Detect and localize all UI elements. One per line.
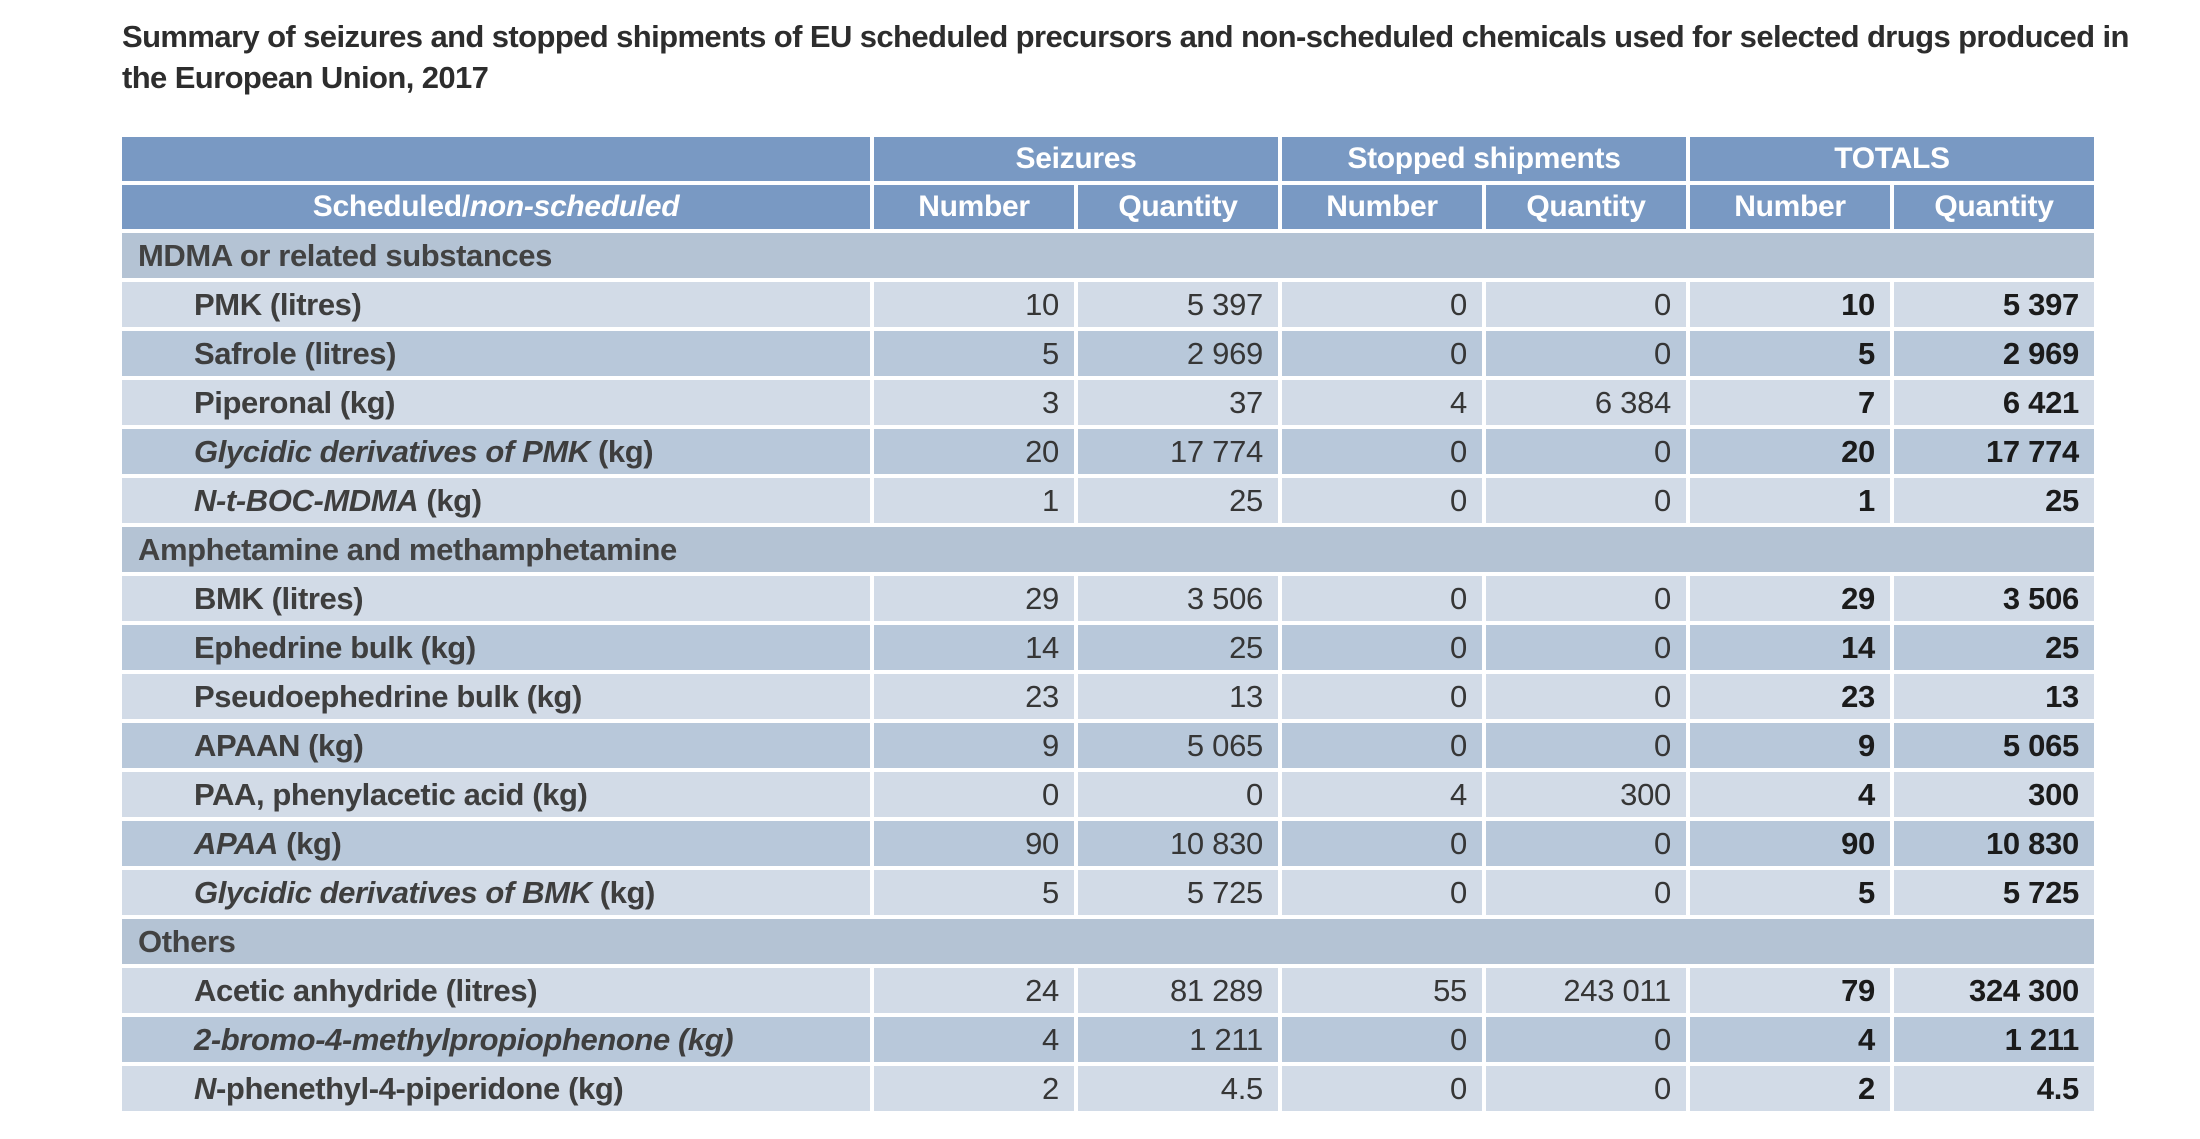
totals-quantity-cell: 10 830 — [1894, 821, 2094, 866]
totals-quantity-cell: 13 — [1894, 674, 2094, 719]
totals-number-cell: 10 — [1690, 282, 1890, 327]
row-label-cell — [122, 331, 870, 376]
row-label-plain: Safrole (litres) — [194, 336, 397, 371]
stopped-number-cell: 0 — [1282, 723, 1482, 768]
table-row — [122, 772, 2094, 817]
column-header-totals-number: Number — [1690, 185, 1890, 229]
table-row — [122, 429, 2094, 474]
stopped-number-cell: 0 — [1282, 576, 1482, 621]
table-row — [122, 331, 2094, 376]
row-label-cell — [122, 674, 870, 719]
stopped-quantity-cell: 0 — [1486, 576, 1686, 621]
table-row — [122, 870, 2094, 915]
totals-number-cell: 1 — [1690, 478, 1890, 523]
row-label-italic: N-t-BOC-MDMA — [194, 483, 419, 518]
stopped-quantity-cell: 0 — [1486, 282, 1686, 327]
row-label-plain: -phenethyl-4-piperidone (kg) — [216, 1071, 624, 1106]
row-label-plain: (kg) — [589, 434, 654, 469]
totals-quantity-cell: 4.5 — [1894, 1066, 2094, 1111]
seizures-number-cell: 0 — [874, 772, 1074, 817]
table-row — [122, 1066, 2094, 1111]
seizures-number-cell: 9 — [874, 723, 1074, 768]
row-label-plain: Ephedrine bulk (kg) — [194, 630, 476, 665]
totals-quantity-cell: 17 774 — [1894, 429, 2094, 474]
group-header-blank-cell — [122, 137, 870, 181]
column-header-seizures-number: Number — [874, 185, 1074, 229]
row-label-cell — [122, 478, 870, 523]
row-label-plain: Acetic anhydride (litres) — [194, 973, 538, 1008]
seizures-quantity-cell: 1 211 — [1078, 1017, 1278, 1062]
table-row — [122, 576, 2094, 621]
group-header-seizures: Seizures — [874, 137, 1278, 181]
totals-number-cell: 9 — [1690, 723, 1890, 768]
stopped-number-cell: 0 — [1282, 478, 1482, 523]
page-title-line-1: Summary of seizures and stopped shipments of EU scheduled precursors and non-scheduled chemicals used for selected drugs produced in — [122, 19, 2129, 54]
totals-number-cell: 4 — [1690, 772, 1890, 817]
seizures-quantity-cell: 5 065 — [1078, 723, 1278, 768]
stopped-quantity-cell: 0 — [1486, 870, 1686, 915]
table-row — [122, 625, 2094, 670]
table-row — [122, 723, 2094, 768]
seizures-quantity-cell: 10 830 — [1078, 821, 1278, 866]
table-row — [122, 380, 2094, 425]
totals-number-cell: 23 — [1690, 674, 1890, 719]
totals-quantity-cell: 5 397 — [1894, 282, 2094, 327]
seizures-number-cell: 90 — [874, 821, 1074, 866]
seizures-quantity-cell: 25 — [1078, 625, 1278, 670]
seizures-number-cell: 4 — [874, 1017, 1074, 1062]
section-header-cell: Amphetamine and methamphetamine — [122, 527, 2094, 572]
totals-number-cell: 4 — [1690, 1017, 1890, 1062]
table-row — [122, 1017, 2094, 1062]
column-header-scheduled — [122, 185, 870, 229]
stopped-number-cell: 0 — [1282, 674, 1482, 719]
row-label-italic: N — [194, 1071, 216, 1106]
row-label-plain: (kg) — [418, 483, 482, 518]
column-header-seizures-quantity: Quantity — [1078, 185, 1278, 229]
table-row — [122, 674, 2094, 719]
table-row — [122, 478, 2094, 523]
row-label-cell — [122, 282, 870, 327]
seizures-quantity-cell: 4.5 — [1078, 1066, 1278, 1111]
group-header-totals: TOTALS — [1690, 137, 2094, 181]
row-label-italic: APAA — [194, 826, 278, 861]
stopped-number-cell: 0 — [1282, 821, 1482, 866]
section-header-row — [122, 919, 2094, 964]
stopped-quantity-cell: 6 384 — [1486, 380, 1686, 425]
stopped-number-cell: 0 — [1282, 331, 1482, 376]
table-row — [122, 968, 2094, 1013]
page-title — [122, 16, 2129, 98]
stopped-number-cell: 0 — [1282, 625, 1482, 670]
stopped-quantity-cell: 0 — [1486, 821, 1686, 866]
stopped-number-cell: 0 — [1282, 282, 1482, 327]
seizures-quantity-cell: 0 — [1078, 772, 1278, 817]
totals-number-cell: 29 — [1690, 576, 1890, 621]
group-header-row — [122, 137, 2094, 181]
seizures-number-cell: 14 — [874, 625, 1074, 670]
row-label-plain: PMK (litres) — [194, 287, 362, 322]
totals-number-cell: 79 — [1690, 968, 1890, 1013]
row-label-plain: (kg) — [591, 875, 655, 910]
stopped-number-cell: 4 — [1282, 772, 1482, 817]
totals-quantity-cell: 5 065 — [1894, 723, 2094, 768]
stopped-quantity-cell: 300 — [1486, 772, 1686, 817]
stopped-quantity-cell: 0 — [1486, 625, 1686, 670]
row-label-cell — [122, 576, 870, 621]
totals-quantity-cell: 2 969 — [1894, 331, 2094, 376]
page-title-line-2: the European Union, 2017 — [122, 60, 489, 95]
section-header-row — [122, 233, 2094, 278]
column-header-scheduled-italic: non-scheduled — [469, 190, 680, 223]
row-label-plain: BMK (litres) — [194, 581, 364, 616]
totals-quantity-cell: 1 211 — [1894, 1017, 2094, 1062]
totals-quantity-cell: 25 — [1894, 478, 2094, 523]
seizures-quantity-cell: 5 725 — [1078, 870, 1278, 915]
section-header-cell: MDMA or related substances — [122, 233, 2094, 278]
totals-number-cell: 5 — [1690, 870, 1890, 915]
row-label-cell — [122, 1066, 870, 1111]
stopped-quantity-cell: 243 011 — [1486, 968, 1686, 1013]
stopped-quantity-cell: 0 — [1486, 429, 1686, 474]
row-label-plain: Pseudoephedrine bulk (kg) — [194, 679, 582, 714]
totals-quantity-cell: 6 421 — [1894, 380, 2094, 425]
stopped-number-cell: 0 — [1282, 870, 1482, 915]
seizures-number-cell: 10 — [874, 282, 1074, 327]
totals-number-cell: 7 — [1690, 380, 1890, 425]
totals-quantity-cell: 5 725 — [1894, 870, 2094, 915]
stopped-number-cell: 0 — [1282, 1066, 1482, 1111]
row-label-plain: APAAN (kg) — [194, 728, 364, 763]
stopped-quantity-cell: 0 — [1486, 674, 1686, 719]
column-header-row — [122, 185, 2094, 229]
table-row — [122, 821, 2094, 866]
seizures-number-cell: 5 — [874, 870, 1074, 915]
column-header-stopped-quantity: Quantity — [1486, 185, 1686, 229]
stopped-quantity-cell: 0 — [1486, 1017, 1686, 1062]
stopped-number-cell: 0 — [1282, 429, 1482, 474]
row-label-cell — [122, 723, 870, 768]
row-label-plain: (kg) — [277, 826, 342, 861]
totals-number-cell: 5 — [1690, 331, 1890, 376]
column-header-totals-quantity: Quantity — [1894, 185, 2094, 229]
column-header-stopped-number: Number — [1282, 185, 1482, 229]
stopped-quantity-cell: 0 — [1486, 1066, 1686, 1111]
totals-quantity-cell: 324 300 — [1894, 968, 2094, 1013]
row-label-cell — [122, 429, 870, 474]
column-header-scheduled-plain: Scheduled/ — [312, 190, 470, 223]
row-label-italic: Glycidic derivatives of PMK — [194, 434, 590, 469]
stopped-quantity-cell: 0 — [1486, 723, 1686, 768]
row-label-cell — [122, 625, 870, 670]
seizures-quantity-cell: 25 — [1078, 478, 1278, 523]
seizures-number-cell: 5 — [874, 331, 1074, 376]
row-label-cell — [122, 772, 870, 817]
seizures-quantity-cell: 3 506 — [1078, 576, 1278, 621]
seizures-number-cell: 29 — [874, 576, 1074, 621]
seizures-quantity-cell: 13 — [1078, 674, 1278, 719]
stopped-quantity-cell: 0 — [1486, 478, 1686, 523]
precursors-seizures-table — [118, 133, 2098, 1115]
seizures-quantity-cell: 17 774 — [1078, 429, 1278, 474]
table-row — [122, 282, 2094, 327]
seizures-number-cell: 1 — [874, 478, 1074, 523]
group-header-stopped-shipments: Stopped shipments — [1282, 137, 1686, 181]
row-label-cell — [122, 1017, 870, 1062]
totals-number-cell: 14 — [1690, 625, 1890, 670]
row-label-italic: Glycidic derivatives of BMK — [194, 875, 592, 910]
row-label-cell — [122, 968, 870, 1013]
row-label-cell — [122, 380, 870, 425]
seizures-number-cell: 2 — [874, 1066, 1074, 1111]
totals-number-cell: 90 — [1690, 821, 1890, 866]
row-label-plain: Piperonal (kg) — [194, 385, 396, 420]
seizures-number-cell: 3 — [874, 380, 1074, 425]
stopped-quantity-cell: 0 — [1486, 331, 1686, 376]
section-header-row — [122, 527, 2094, 572]
totals-number-cell: 20 — [1690, 429, 1890, 474]
row-label-cell — [122, 870, 870, 915]
seizures-number-cell: 24 — [874, 968, 1074, 1013]
section-header-cell: Others — [122, 919, 2094, 964]
row-label-plain: PAA, phenylacetic acid (kg) — [194, 777, 588, 812]
seizures-quantity-cell: 5 397 — [1078, 282, 1278, 327]
totals-quantity-cell: 3 506 — [1894, 576, 2094, 621]
totals-quantity-cell: 25 — [1894, 625, 2094, 670]
totals-number-cell: 2 — [1690, 1066, 1890, 1111]
stopped-number-cell: 4 — [1282, 380, 1482, 425]
seizures-number-cell: 20 — [874, 429, 1074, 474]
stopped-number-cell: 0 — [1282, 1017, 1482, 1062]
seizures-quantity-cell: 37 — [1078, 380, 1278, 425]
seizures-number-cell: 23 — [874, 674, 1074, 719]
stopped-number-cell: 55 — [1282, 968, 1482, 1013]
totals-quantity-cell: 300 — [1894, 772, 2094, 817]
row-label-cell — [122, 821, 870, 866]
row-label-italic: 2-bromo-4-methylpropiophenone (kg) — [194, 1022, 734, 1057]
seizures-quantity-cell: 2 969 — [1078, 331, 1278, 376]
seizures-quantity-cell: 81 289 — [1078, 968, 1278, 1013]
